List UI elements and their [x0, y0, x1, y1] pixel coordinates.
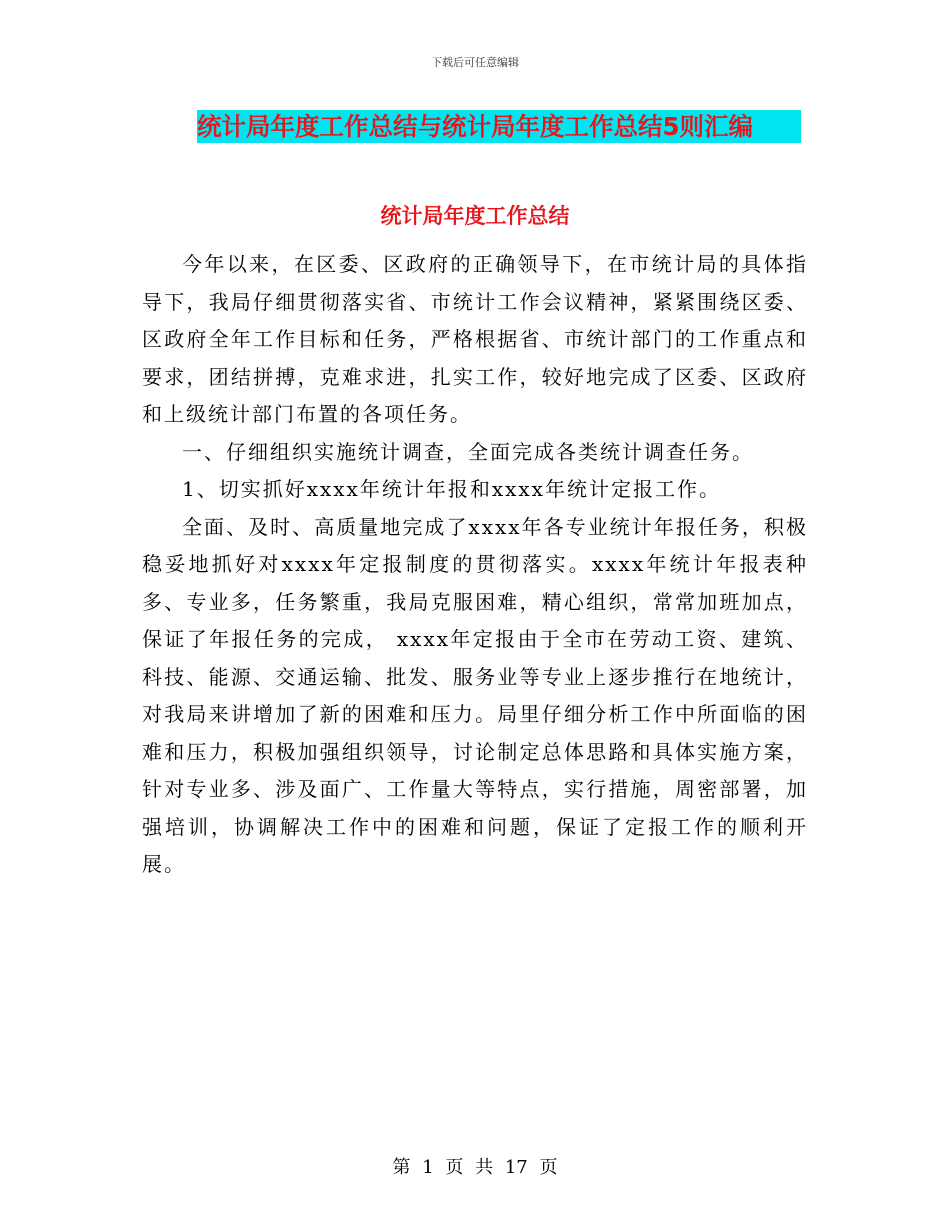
- paragraph-detail: 全面、及时、高质量地完成了xxxx年各专业统计年报任务，积极稳妥地抓好对xxxx年定报制度的贯彻落实。xxxx年统计年报表种多、专业多，任务繁重，我局克服困难，精心组织，常常加班加点，保证了年报任务的完成， xxxx年定报由于全市在劳动工资、建筑、科技、能源、交通运输、批发、服务业等专业上逐步推行在地统计，对我局来讲增加了新的困难和压力。局里仔细分析工作中所面临的困难和压力，积极加强组织领导，讨论制定总体思路和具体实施方案，针对专业多、涉及面广、工作量大等特点，实行措施，周密部署，加强培训，协调解决工作中的困难和问题，保证了定报工作的顺利开展。: [142, 514, 808, 876]
- section-title: 统计局年度工作总结: [380, 204, 570, 228]
- paragraph-heading-1: 一、仔细组织实施统计调查，全面完成各类统计调查任务。: [182, 439, 754, 464]
- paragraph-intro: 今年以来，在区委、区政府的正确领导下，在市统计局的具体指导下，我局仔细贯彻落实省、市统计工作会议精神，紧紧围绕区委、区政府全年工作目标和任务，严格根据省、市统计部门的工作重点和要求，团结拼搏，克难求进，扎实工作，较好地完成了区委、区政府和上级统计部门布置的各项任务。: [142, 252, 808, 426]
- page-indicator: 第 1 页 共 17 页: [392, 1157, 558, 1178]
- main-title-highlight: [197, 110, 801, 143]
- header-note: 下载后可任意编辑: [431, 56, 519, 69]
- document-body: [142, 246, 808, 884]
- main-title: 统计局年度工作总结与统计局年度工作总结5则汇编: [197, 112, 754, 141]
- paragraph-subheading-1: 1、切实抓好xxxx年统计年报和xxxx年统计定报工作。: [182, 477, 721, 501]
